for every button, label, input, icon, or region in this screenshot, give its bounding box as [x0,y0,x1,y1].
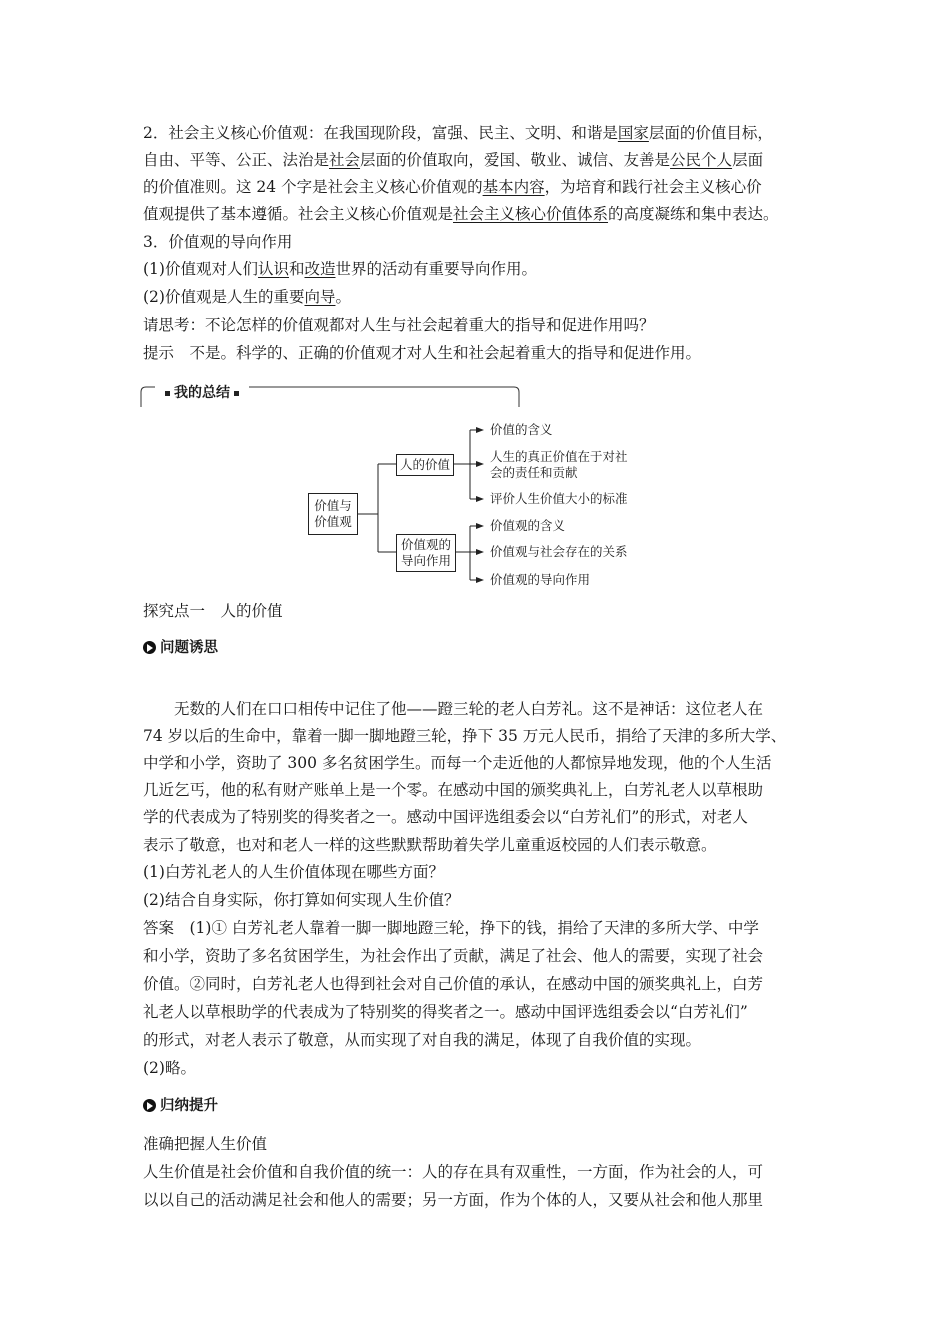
question-2: (2)结合自身实际，你打算如何实现人生价值？ [143,891,460,909]
hint-answer: 提示 不是。科学的、正确的价值观才对人生和社会起着重大的指导和促进作用。 [143,344,702,362]
section3-title: 3．价值观的导向作用 [143,233,293,251]
text-run: 世界的活动有重要导向作用。 [335,260,538,278]
story-line: 学的代表成为了特别奖的得奖者之一。感动中国评选组委会以“白芳礼们”的形式，对老人 [143,808,748,826]
underlined-term: 改造 [304,260,336,278]
subheading: 准确把握人生价值 [143,1135,268,1153]
tree-leaf: 价值观的导向作用 [490,572,591,587]
tree-leaf: 人生的真正价值在于对社 会的责任和贡献 [490,449,628,480]
paragraph-line: 以以自己的活动满足社会和他人的需要；另一方面，作为个体的人，又要从社会和他人那里 [143,1191,764,1209]
underlined-term: 向导 [304,288,336,306]
underlined-term: 国家 [617,124,649,142]
tree-leaf: 价值的含义 [490,422,553,437]
question-1: (1)白芳礼老人的人生价值体现在哪些方面？ [143,863,444,881]
story-line: 中学和小学，资助了 300 多名贫困学生。而每一个走近他的人都惊异地发现，他的个人生活 [143,754,772,772]
summary-title-text: 我的总结 [174,385,230,401]
tree-leaf: 价值观与社会存在的关系 [490,544,628,559]
text-run: (2)价值观是人生的重要 [143,288,305,306]
play-circle-icon [143,641,156,654]
answer-line: 和小学，资助了多名贫困学生，为社会作出了贡献，满足了社会、他人的需要，实现了社会 [143,947,764,965]
text-run: 和 [288,260,305,278]
text-run: (1)价值观对人们 [143,260,258,278]
heading-text: 问题诱思 [160,640,218,656]
text-run: 值观提供了基本遵循。社会主义核心价值观是 [143,205,454,223]
answer-line: 礼老人以草根助学的代表成为了特别奖的得奖者之一。感动中国评选组委会以“白芳礼们” [143,1003,748,1021]
tree-branch-human-value: 人的价值 [396,454,454,476]
underlined-term: 社会 [329,151,361,169]
underlined-term: 社会主义核心价值体系 [453,205,609,223]
text-run: 层面的价值取向，爱国、敬业、诚信、友善是 [360,151,671,169]
play-circle-icon [143,1099,156,1112]
heading-text: 归纳提升 [160,1098,218,1114]
text-run: 2．社会主义核心价值观：在我国现阶段，富强、民主、文明、和谐是 [143,124,618,142]
explore-title: 探究点一 人的价值 [143,602,283,620]
tree-branch-value-orientation: 价值观的 导向作用 [396,534,456,572]
answer-line: 价值。②同时，白芳礼老人也得到社会对自己价值的承认，在感动中国的颁奖典礼上，白芳 [143,975,764,993]
think-question: 请思考：不论怎样的价值观都对人生与社会起着重大的指导和促进作用吗？ [143,316,655,334]
paragraph-line: 人生价值是社会价值和自我价值的统一：人的存在具有双重性，一方面，作为社会的人，可 [143,1163,764,1181]
story-line: 几近乞丐，他的私有财产账单上是一个零。在感动中国的颁奖典礼上，白芳礼老人以草根助 [143,781,764,799]
answer-line: (2)略。 [143,1059,196,1077]
underlined-term: 认识 [257,260,289,278]
tree-root-node: 价值与 价值观 [308,493,358,535]
answer-line: 答案 (1)① 白芳礼老人靠着一脚一脚地蹬三轮，挣下的钱，捐给了天津的多所大学、中学 [143,919,759,937]
answer-line: 的形式，对老人表示了敬意，从而实现了对自我的满足，体现了自我价值的实现。 [143,1031,702,1049]
text-run: ，为培育和践行社会主义核心价 [544,178,762,196]
tree-leaf: 评价人生价值大小的标准 [490,491,628,506]
underlined-term: 公民个人 [670,151,733,169]
heading-summary-improve [143,1096,218,1116]
story-line: 74 岁以后的生命中，靠着一脚一脚地蹬三轮，挣下 35 万元人民币，捐给了天津的多所大学、 [143,727,787,745]
story-line: 无数的人们在口口相传中记住了他——蹬三轮的老人白芳礼。这不是神话：这位老人在 [143,700,764,718]
story-line: 表示了敬意，也对和老人一样的这些默默帮助着失学儿童重返校园的人们表示敬意。 [143,836,717,854]
text-run: 层面的价值目标， [648,124,773,142]
text-run: 的高度凝练和集中表达。 [608,205,779,223]
text-run: 。 [335,288,351,306]
text-run: 自由、平等、公正、法治是 [143,151,330,169]
heading-problem-thinking [143,638,218,658]
text-run: 的价值准则。这 24 个字是社会主义核心价值观的 [143,178,483,196]
text-run: 层面 [732,151,764,169]
underlined-term: 基本内容 [482,178,545,196]
tree-leaf: 价值观的含义 [490,518,566,533]
